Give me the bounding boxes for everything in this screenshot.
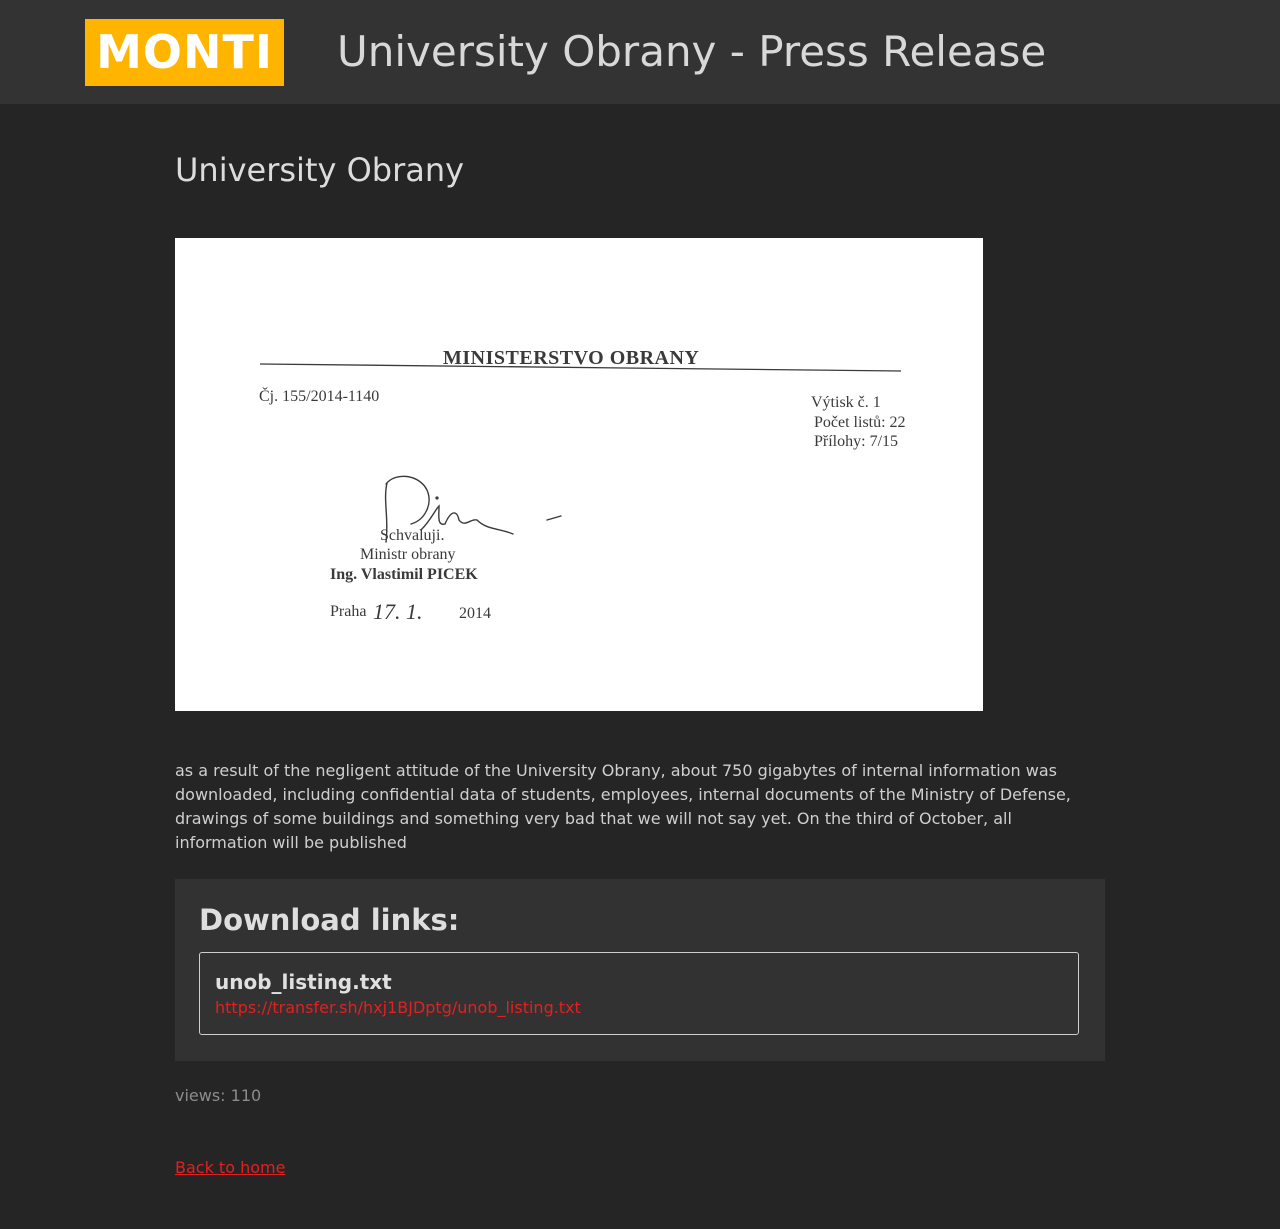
view-count: views: 110 — [175, 1086, 262, 1105]
downloads-panel — [175, 879, 1105, 1061]
doc-attachments: Přílohy: 7/15 — [814, 433, 899, 450]
doc-copy-number: Výtisk č. 1 — [811, 394, 881, 411]
doc-role: Ministr obrany — [360, 546, 456, 563]
back-to-home-link[interactable]: Back to home — [175, 1158, 286, 1177]
doc-place: Praha — [330, 603, 367, 620]
logo[interactable]: MONTI — [85, 19, 284, 86]
doc-heading: MINISTERSTVO OBRANY — [443, 347, 700, 369]
document-image — [175, 238, 983, 711]
doc-page-count: Počet listů: 22 — [814, 414, 906, 431]
doc-approval: Schvaluji. — [380, 527, 445, 544]
doc-signatory: Ing. Vlastimil PICEK — [330, 566, 478, 583]
file-name: unob_listing.txt — [215, 970, 392, 994]
doc-reference: Čj. 155/2014-1140 — [259, 388, 380, 405]
file-download-link[interactable]: https://transfer.sh/hxj1BJDptg/unob_listing.txt — [215, 998, 581, 1017]
file-card — [199, 952, 1079, 1035]
doc-handwritten-date: 17. 1. — [373, 599, 423, 624]
description: as a result of the negligent attitude of the University Obrany, about 750 gigabytes of internal information was downloaded, including confidential data of students, employees, internal documents of the Ministry of Defense, drawings of some buildings and something very bad that we will not say yet. On the third of October, all information will be published — [175, 761, 1071, 852]
downloads-title: Download links: — [199, 903, 460, 937]
page-title: University Obrany — [175, 151, 465, 189]
doc-year: 2014 — [459, 605, 491, 622]
site-title: University Obrany - Press Release — [337, 27, 1047, 76]
top-bar — [0, 0, 1280, 104]
